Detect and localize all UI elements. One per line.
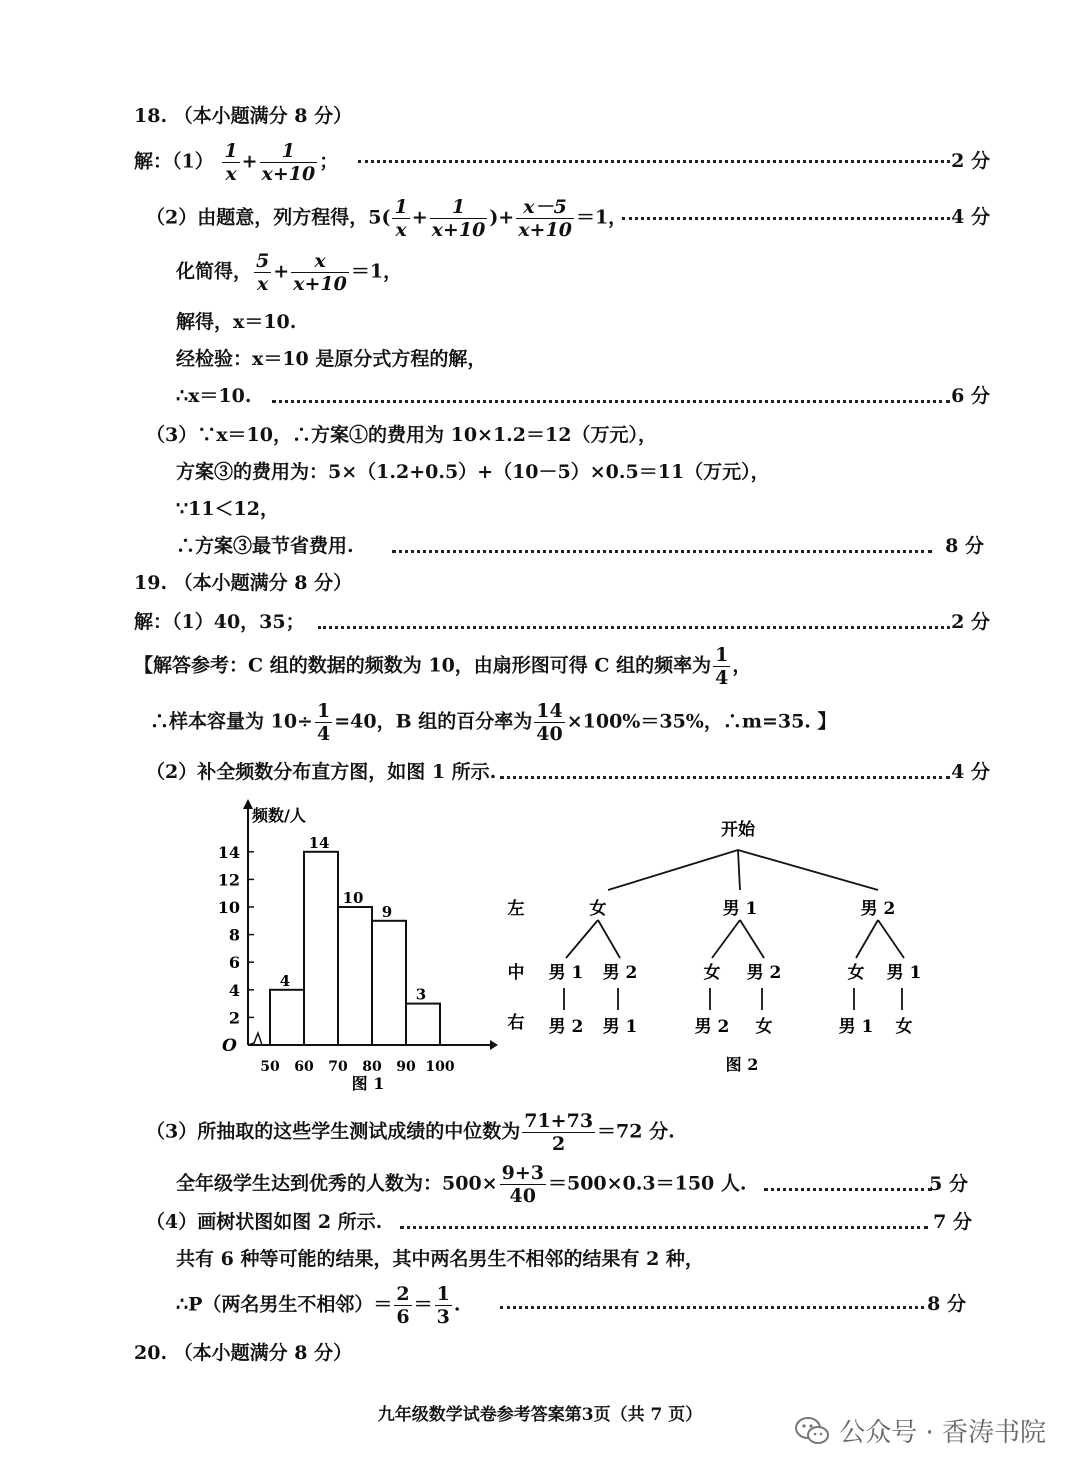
dotted-leader	[272, 400, 950, 403]
tree-branch	[856, 920, 878, 958]
q19-part4-line2: 共有 6 种等可能的结果，其中两名男生不相邻的结果有 2 种，	[176, 1248, 704, 1270]
q18-part2-prefix: （2）由题意，列方程得，	[146, 206, 369, 229]
tree-branch	[598, 920, 620, 958]
tree-branch	[878, 920, 904, 958]
q18-part3-line2: 方案③的费用为：5×（1.2+0.5）+（10－5）×0.5＝11（万元），	[176, 461, 770, 483]
fraction: $\frac{1}{x}$	[394, 196, 408, 241]
q18-part3-line3: ∵11＜12，	[176, 498, 279, 520]
q19-part4-line3: ∴P（两名男生不相邻）＝ $\frac{2}{6}$ ＝ $\frac{1}{3}$ .	[176, 1283, 461, 1328]
bar-value-label: 14	[308, 833, 330, 852]
origin-label: O	[222, 1036, 237, 1056]
q19-part3-line2: 全年级学生达到优秀的人数为：500× $\frac{9+3}{40}$ ＝500×0.3＝150 人.	[176, 1162, 747, 1207]
dotted-leader	[764, 1188, 932, 1191]
dotted-leader	[500, 776, 950, 779]
fraction: $\frac{x-5}{x+10}$	[518, 196, 572, 241]
tree-node-level3: 男 1	[838, 1017, 874, 1037]
figure-2-caption: 图 2	[725, 1055, 759, 1074]
fraction: $\frac{5}{x}$	[256, 250, 270, 295]
tree-node-level3: 男 1	[602, 1017, 638, 1037]
dotted-leader	[392, 550, 932, 553]
tree-node-level2: 男 1	[886, 963, 922, 983]
row-label: 中	[507, 963, 525, 983]
dotted-leader	[358, 160, 950, 163]
y-tick-label: 6	[228, 953, 240, 973]
q18-simplify: 化简得， $\frac{5}{x}$ + $\frac{x}{x+10}$ ＝1，	[176, 250, 403, 295]
dotted-leader	[400, 1226, 928, 1229]
tree-node-level1: 男 2	[860, 899, 896, 919]
fraction: $\frac{1}{x}$	[224, 140, 238, 185]
tree-branch	[740, 920, 764, 958]
q18-score-2: 4 分	[951, 206, 990, 228]
tree-branch	[738, 850, 740, 890]
q19-reference-line2: ∴样本容量为 10÷ $\frac{1}{4}$ =40，B 组的百分率为 $\frac{14}{40}$ ×100%＝35%，∴m=35. 】	[150, 700, 837, 745]
q19-part1: 解：（1）40，35；	[134, 611, 305, 633]
tree-node-level1: 男 1	[722, 899, 758, 919]
y-tick-label: 12	[217, 870, 240, 890]
dotted-leader	[318, 626, 950, 629]
histogram-bar	[338, 907, 372, 1045]
bar-value-label: 4	[279, 971, 291, 990]
q18-check: 经检验：x＝10 是原分式方程的解，	[176, 348, 487, 370]
row-label: 右	[507, 1013, 525, 1033]
q19-part4: （4）画树状图如图 2 所示.	[146, 1211, 383, 1233]
q18-part2: （2）由题意，列方程得，5( $\frac{1}{x}$ + $\frac{1}{x+10}$ )+ $\frac{x-5}{x+10}$ ＝1，	[146, 196, 628, 241]
fraction: $\frac{1}{x+10}$	[261, 140, 316, 185]
frequency-histogram	[200, 795, 500, 1095]
y-tick-label: 4	[228, 980, 240, 1000]
bar-value-label: 3	[415, 985, 427, 1004]
q18-part3-line4: ∴方案③最节省费用.	[176, 535, 354, 557]
x-tick-label: 50	[260, 1059, 280, 1075]
fraction: $\frac{9+3}{40}$	[501, 1162, 544, 1207]
q19-score-2: 4 分	[951, 761, 990, 783]
histogram-bar	[270, 990, 304, 1045]
fraction: $\frac{2}{6}$	[396, 1283, 410, 1328]
bar-value-label: 9	[381, 902, 393, 921]
x-axis-arrow	[490, 1040, 498, 1050]
q19-header: 19. （本小题满分 8 分）	[134, 572, 353, 594]
watermark-text: 公众号 · 香涛书院	[839, 1418, 1046, 1448]
tree-root: 开始	[721, 820, 755, 840]
q18-part1: 解：（1） $\frac{1}{x}$ + $\frac{1}{x+10}$ ；	[134, 140, 339, 185]
q19-score-5: 8 分	[927, 1293, 966, 1315]
bar-value-label: 10	[342, 889, 364, 907]
x-tick-label: 60	[294, 1059, 314, 1075]
tree-node-level3: 女	[895, 1017, 913, 1037]
fraction: $\frac{1}{3}$	[436, 1283, 450, 1328]
q18-score-1: 2 分	[951, 150, 990, 172]
fraction: $\frac{71+73}{2}$	[524, 1110, 594, 1155]
histogram-bar	[304, 852, 338, 1045]
histogram-bar	[406, 1004, 440, 1045]
tree-node-level3: 男 2	[694, 1017, 730, 1037]
y-tick-label: 2	[228, 1008, 240, 1028]
q18-score-4: 8 分	[945, 535, 984, 557]
y-tick-label: 14	[217, 842, 240, 862]
axis-break	[248, 1033, 270, 1045]
dotted-leader	[622, 217, 950, 220]
fraction: $\frac{x}{x+10}$	[293, 250, 347, 295]
tree-node-level2: 男 1	[548, 963, 584, 983]
y-tick-label: 10	[217, 898, 240, 917]
tree-node-level3: 女	[755, 1017, 773, 1037]
q18-solve: 解得，x＝10.	[176, 311, 297, 333]
tree-branch	[712, 920, 740, 958]
tree-branch	[608, 850, 738, 890]
q18-part3-line1: （3）∵x＝10，∴方案①的费用为 10×1.2＝12（万元），	[146, 424, 657, 446]
tree-node-level2: 男 2	[602, 963, 638, 983]
tree-node-level2: 男 2	[746, 963, 782, 983]
q19-score-3: 5 分	[929, 1173, 968, 1195]
page-footer: 九年级数学试卷参考答案第3页（共 7 页）	[377, 1405, 703, 1425]
fraction: $\frac{1}{4}$	[715, 644, 729, 689]
figure-1-caption: 图 1	[351, 1074, 385, 1093]
q20-header: 20. （本小题满分 8 分）	[134, 1342, 353, 1364]
tree-node-level3: 男 2	[548, 1017, 584, 1037]
fraction: $\frac{1}{4}$	[316, 700, 331, 745]
q19-part3-line1: （3）所抽取的这些学生测试成绩的中位数为 $\frac{71+73}{2}$ ＝72 分.	[146, 1110, 675, 1155]
q18-score-3: 6 分	[951, 385, 990, 407]
q19-score-4: 7 分	[933, 1211, 972, 1233]
dotted-leader	[500, 1306, 924, 1309]
x-tick-label: 70	[328, 1059, 348, 1075]
q19-score-1: 2 分	[951, 611, 990, 633]
tree-node-level2: 女	[847, 963, 865, 983]
q19-part2: （2）补全频数分布直方图，如图 1 所示.	[146, 761, 497, 783]
watermark	[795, 1412, 1046, 1449]
q19-reference-line1: 【解答参考：C 组的数据的频数为 10，由扇形图可得 C 组的频率为 $\frac{1}{4}$ ，	[134, 644, 752, 689]
tree-branch	[566, 920, 598, 958]
q18-header: 18. （本小题满分 8 分）	[134, 105, 353, 127]
y-tick-label: 8	[228, 925, 240, 945]
q18-part1-prefix: 解：（1）	[134, 150, 214, 173]
tree-node-level2: 女	[703, 963, 721, 983]
tree-diagram	[500, 810, 940, 1080]
y-axis-label: 频数/人	[252, 806, 306, 825]
fraction: $\frac{14}{40}$	[536, 700, 563, 745]
x-tick-label: 90	[396, 1059, 416, 1075]
tree-node-level1: 女	[589, 899, 607, 919]
row-label: 左	[507, 899, 525, 919]
fraction: $\frac{1}{x+10}$	[431, 196, 486, 241]
wechat-icon	[795, 1416, 829, 1446]
q18-conclusion: ∴x＝10.	[176, 385, 252, 407]
histogram-bar	[372, 921, 406, 1045]
x-tick-label: 100	[425, 1059, 455, 1075]
tree-branch	[738, 850, 878, 890]
x-tick-label: 80	[362, 1059, 382, 1075]
